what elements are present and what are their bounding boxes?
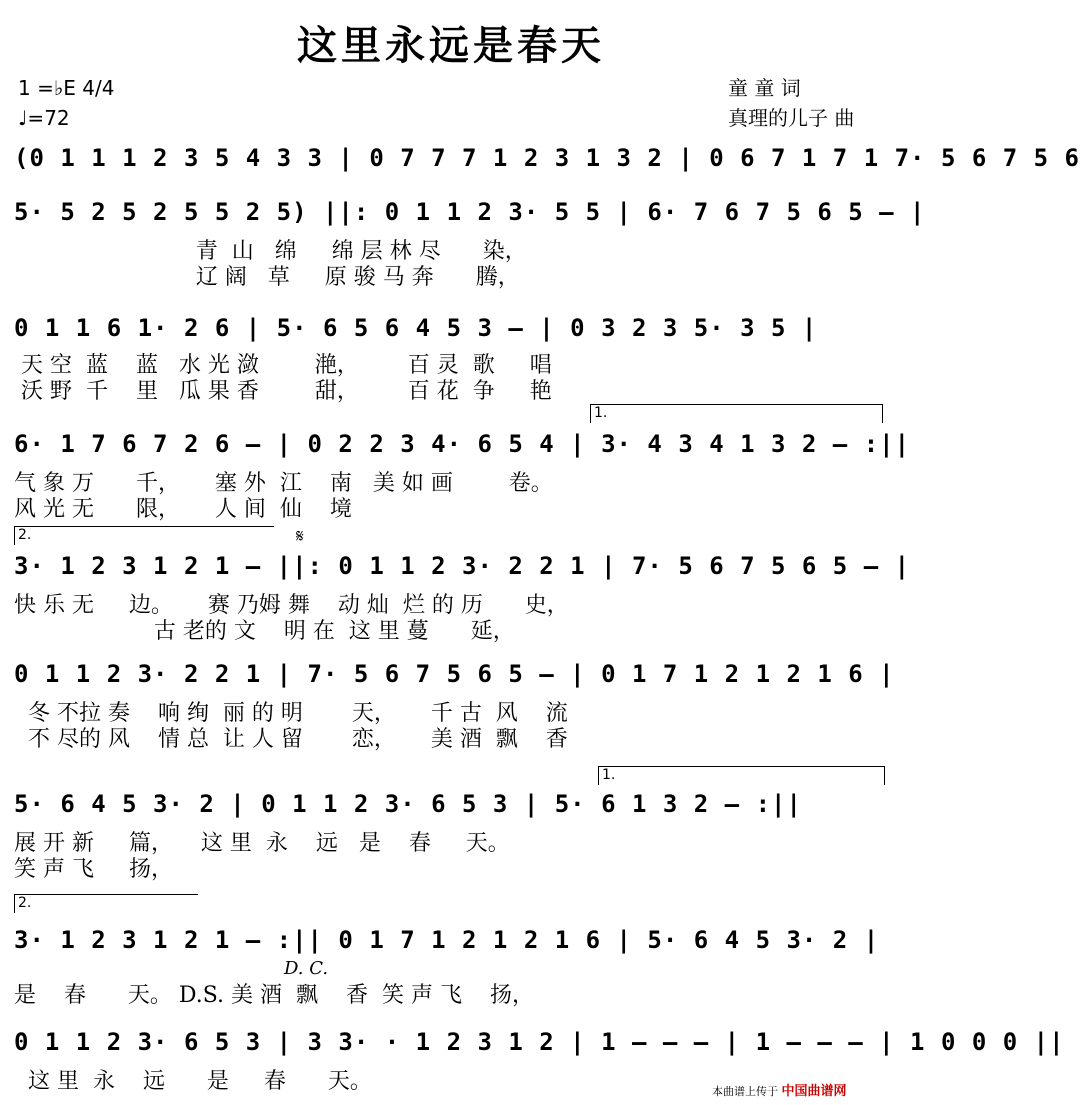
score-row-7 [14,790,888,880]
lyric-verse-1: 快 乐 无 边。 赛 乃姆 舞 动 灿 烂 的 历 史， [14,593,569,618]
tempo-marking: ♩=72 [18,106,70,130]
volta-label: 2. [18,895,32,911]
lyric-verse-1: 天 空 蓝 蓝 水 光 潋 滟， 百 灵 歌 唱 [14,353,552,378]
segno-sign: 𝄋 [296,526,304,547]
notes-line: 3· 1 2 3 1 2 1 — ||: 0 1 1 2 3· 2 2 1 | 7· 5 6 7 5 6 5 — | [14,552,911,580]
notes-line: 5· 6 4 5 3· 2 | 0 1 1 2 3· 6 5 3 | 5· 6 1 3 2 — :|| [14,790,802,818]
score-row-1 [14,144,1080,204]
score-row-3 [14,314,888,404]
lyric-verse-2: 辽 阔 草 原 骏 马 奔 腾， [14,265,520,290]
da-capo-mark: D. C. [284,958,329,979]
volta-second-ending [14,894,198,913]
lyric-verse-1: 气 象 万 千， 塞 外 江 南 美 如 画 卷。 [14,471,553,496]
volta-first-ending [590,404,883,423]
score-row-6 [14,660,895,752]
score-row-8 [14,926,888,1006]
volta-first-ending [598,766,885,785]
score-row-2 [14,198,926,290]
notes-line: (0 1 1 1 2 3 5 4 3 3 | 0 7 7 7 1 2 3 1 3 2 | 0 6 7 1 7 1 7· 5 6 7 5 6 [14,144,1080,172]
upload-credit [712,1080,847,1099]
lyric-verse-2: 不 尽的 风 情 总 让 人 留 恋， 美 酒 飘 香 [14,727,568,752]
score-row-5 [14,552,911,644]
site-logo[interactable]: 中国曲谱网 [781,1084,847,1099]
volta-second-ending [14,526,274,545]
lyric-verse-2: 古 老的 文 明 在 这 里 蔓 延， [14,619,515,644]
lyric-verse-1: 这 里 永 远 是 春 天。 [14,1069,372,1094]
page-title: 这里永远是春天 [297,23,605,69]
notes-line: 0 1 1 6 1· 2 6 | 5· 6 5 6 4 5 3 — | 0 3 2 3 5· 3 5 | [14,314,818,342]
composer-credit: 真理的儿子 曲 [728,106,855,130]
notes-line: 6· 1 7 6 7 2 6 — | 0 2 2 3 4· 6 5 4 | 3· 4 3 4 1 3 2 — :|| [14,430,911,458]
lyric-verse-1: 是 春 天。 D.S. 美 酒 飘 香 笑 声 飞 扬， [14,983,534,1008]
volta-label: 1. [594,405,608,421]
lyric-verse-2: 笑 声 飞 扬， [14,857,173,882]
footer-text: 本曲谱上传于 [712,1085,778,1098]
notes-line: 5· 5 2 5 2 5 5 2 5) ||: 0 1 1 2 3· 5 5 | 6· 7 6 7 5 6 5 — | [14,198,926,226]
notes-line: 3· 1 2 3 1 2 1 — :|| 0 1 7 1 2 1 2 1 6 | 5· 6 4 5 3· 2 | [14,926,880,954]
lyric-verse-1: 展 开 新 篇， 这 里 永 远 是 春 天。 [14,831,510,856]
key-signature: 1 =♭E 4/4 [18,76,115,100]
lyric-verse-1: 冬 不拉 奏 响 绚 丽 的 明 天， 千 古 风 流 [14,701,568,726]
volta-label: 2. [18,527,32,543]
lyricist-credit: 童 童 词 [728,76,801,100]
notes-line: 0 1 1 2 3· 2 2 1 | 7· 5 6 7 5 6 5 — | 0 1 7 1 2 1 2 1 6 | [14,660,895,688]
notes-line: 0 1 1 2 3· 6 5 3 | 3 3· · 1 2 3 1 2 | 1 — — — | 1 — — — | 1 0 0 0 || [14,1028,1065,1056]
lyric-verse-2: 沃 野 千 里 瓜 果 香 甜， 百 花 争 艳 [14,379,552,404]
lyric-verse-1: 青 山 绵 绵 层 林 尽 染， [14,239,527,264]
lyric-verse-2: 风 光 无 限， 人 间 仙 境 [14,497,352,522]
volta-label: 1. [602,767,616,783]
score-row-4 [14,430,911,522]
